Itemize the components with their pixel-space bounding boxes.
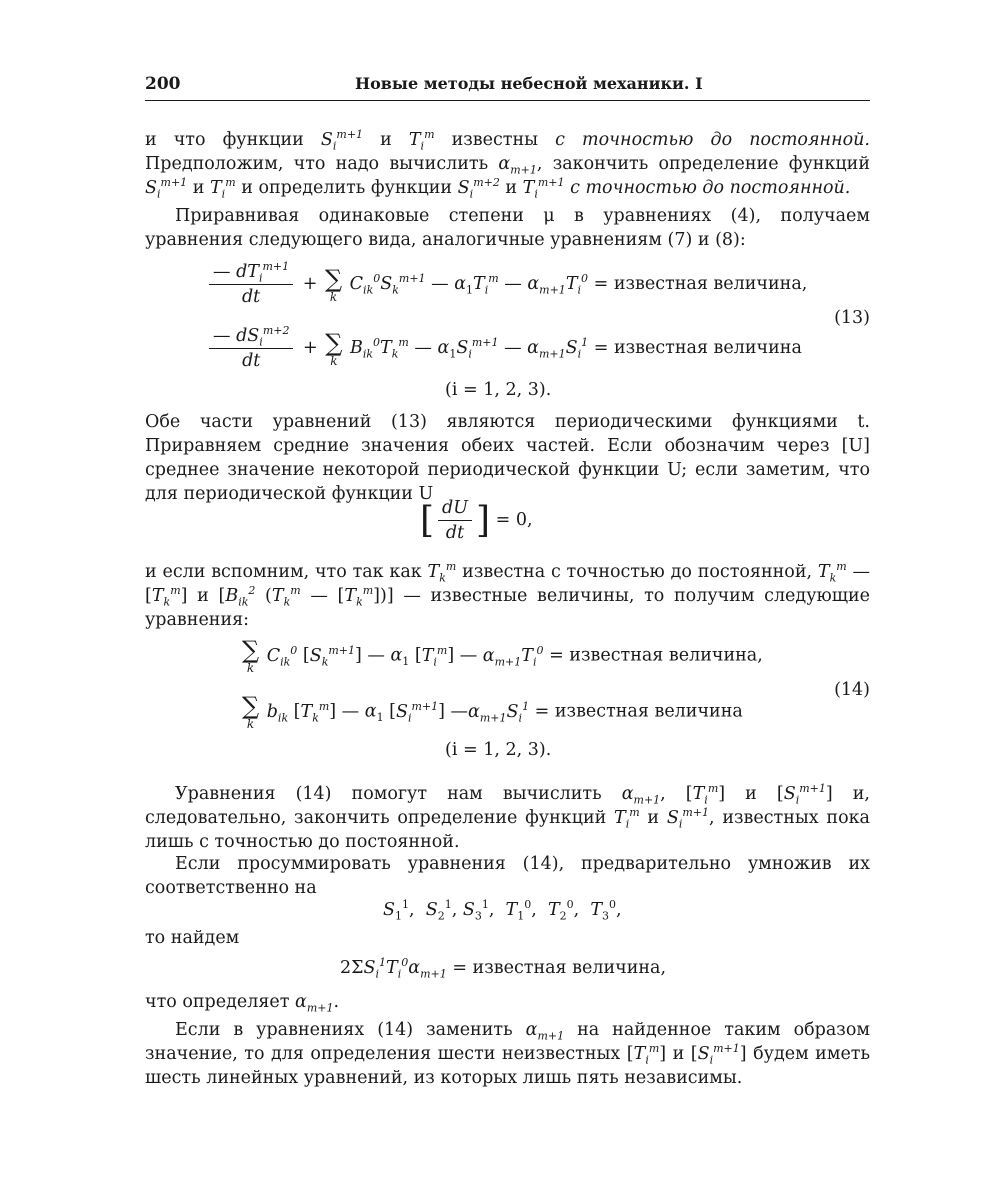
paragraph-5: Уравнения (14) помогут нам вычислить $\alpha_{m+1}$, $[T_i^m]$ и $[S_i^{m+1}]$ и, следовательно, закончить определение функций $T_i^m$ и $S_i^{m+1}$, известных пока лишь с точностью до постоянной.: [145, 782, 870, 852]
equation-13-line-2: $\frac{— dS_i^{m+2}}{dt}$ + ∑ k $B_{ik}^0T_k^m$ — $\alpha_1S_i^{m+1}$ — $\alpha_{m+1}S_i^1$ = известная величина: [205, 326, 802, 371]
paragraph-6: Если просуммировать уравнения (14), предварительно умножив их соответственно на: [145, 854, 870, 898]
paragraph-8: что определяет $\alpha_{m+1}$.: [145, 992, 340, 1015]
equation-13-index: (i = 1, 2, 3).: [445, 380, 552, 400]
paragraph-2: Приравнивая одинаковые степени μ в уравнениях (4), получаем уравнения следующего вида, аналогичные уравнениям (7) и (8):: [145, 206, 870, 250]
page-number: 200: [145, 74, 181, 94]
page-header: [145, 72, 870, 101]
mean-equation: [ $\frac{dU}{dt}$ ] = 0,: [420, 498, 533, 543]
equation-14-index: (i = 1, 2, 3).: [445, 740, 552, 760]
equation-13-line-1: $\frac{— dT_i^{m+1}}{dt}$ + ∑ k $C_{ik}^0S_k^{m+1}$ — $\alpha_1T_i^m$ — $\alpha_{m+1}T_i^0$ = известная величина,: [205, 262, 807, 307]
paragraph-4: и если вспомним, что так как $T_k^m$ известна с точностью до постоянной, $T_k^m$ — $[T_k^m]$ и [$B_{ik}^2$ ($T_k^m$ — $[T_k^m]$)] — известные величины, то получим следующие уравнения:: [145, 560, 871, 630]
equation-14-line-2: ∑ k $b_{ik}$ $[T_k^m]$ — $\alpha_1$ $[S_i^{m+1}]$ $—\alpha_{m+1}S_i^1$ = известная величина: [242, 692, 743, 731]
paragraph-3: Обе части уравнений (13) являются периодическими функциями t. Приравняем средние значения обеих частей. Если обозначим через [U] среднее значение некоторой периодической функции U; если заметим, что для периодической функции U: [145, 412, 870, 504]
paragraph-1: и что функции $S_i^{m+1}$ и $T_i^m$ известны с точностью до постоянной. Предположим, что надо вычислить $\alpha_{m+1}$, закончить определение функций $S_i^{m+1}$ и $T_i^m$ и определить функции $S_i^{m+2}$ и $T_i^{m+1}$ с точностью до постоянной.: [145, 128, 870, 201]
equation-14-line-1: ∑ k $C_{ik}^0$ $[S_k^{m+1}]$ — $\alpha_1$ $[T_i^m]$ — $\alpha_{m+1}T_i^0$ = известная величина,: [242, 636, 763, 675]
paragraph-9: Если в уравнениях (14) заменить $\alpha_{m+1}$ на найденное таким образом значение, то для определения шести неизвестных $[T_i^m]$ и $[S_i^{m+1}]$ будем иметь шесть линейных уравнений, из которых лишь пять независимы.: [145, 1020, 871, 1088]
running-head: Новые методы небесной механики. I: [355, 74, 703, 93]
equation-13-number: (13): [834, 308, 870, 328]
sum-equation: $2\Sigma S_i^1T_i^0\alpha_{m+1}$ = известная величина,: [340, 956, 667, 981]
paragraph-7: то найдем: [145, 928, 240, 948]
multiplier-list: $S_1^1$, $S_2^1$, $S_3^1$, $T_1^0$, $T_2^0$, $T_3^0$,: [383, 898, 622, 923]
equation-14-number: (14): [834, 680, 870, 700]
